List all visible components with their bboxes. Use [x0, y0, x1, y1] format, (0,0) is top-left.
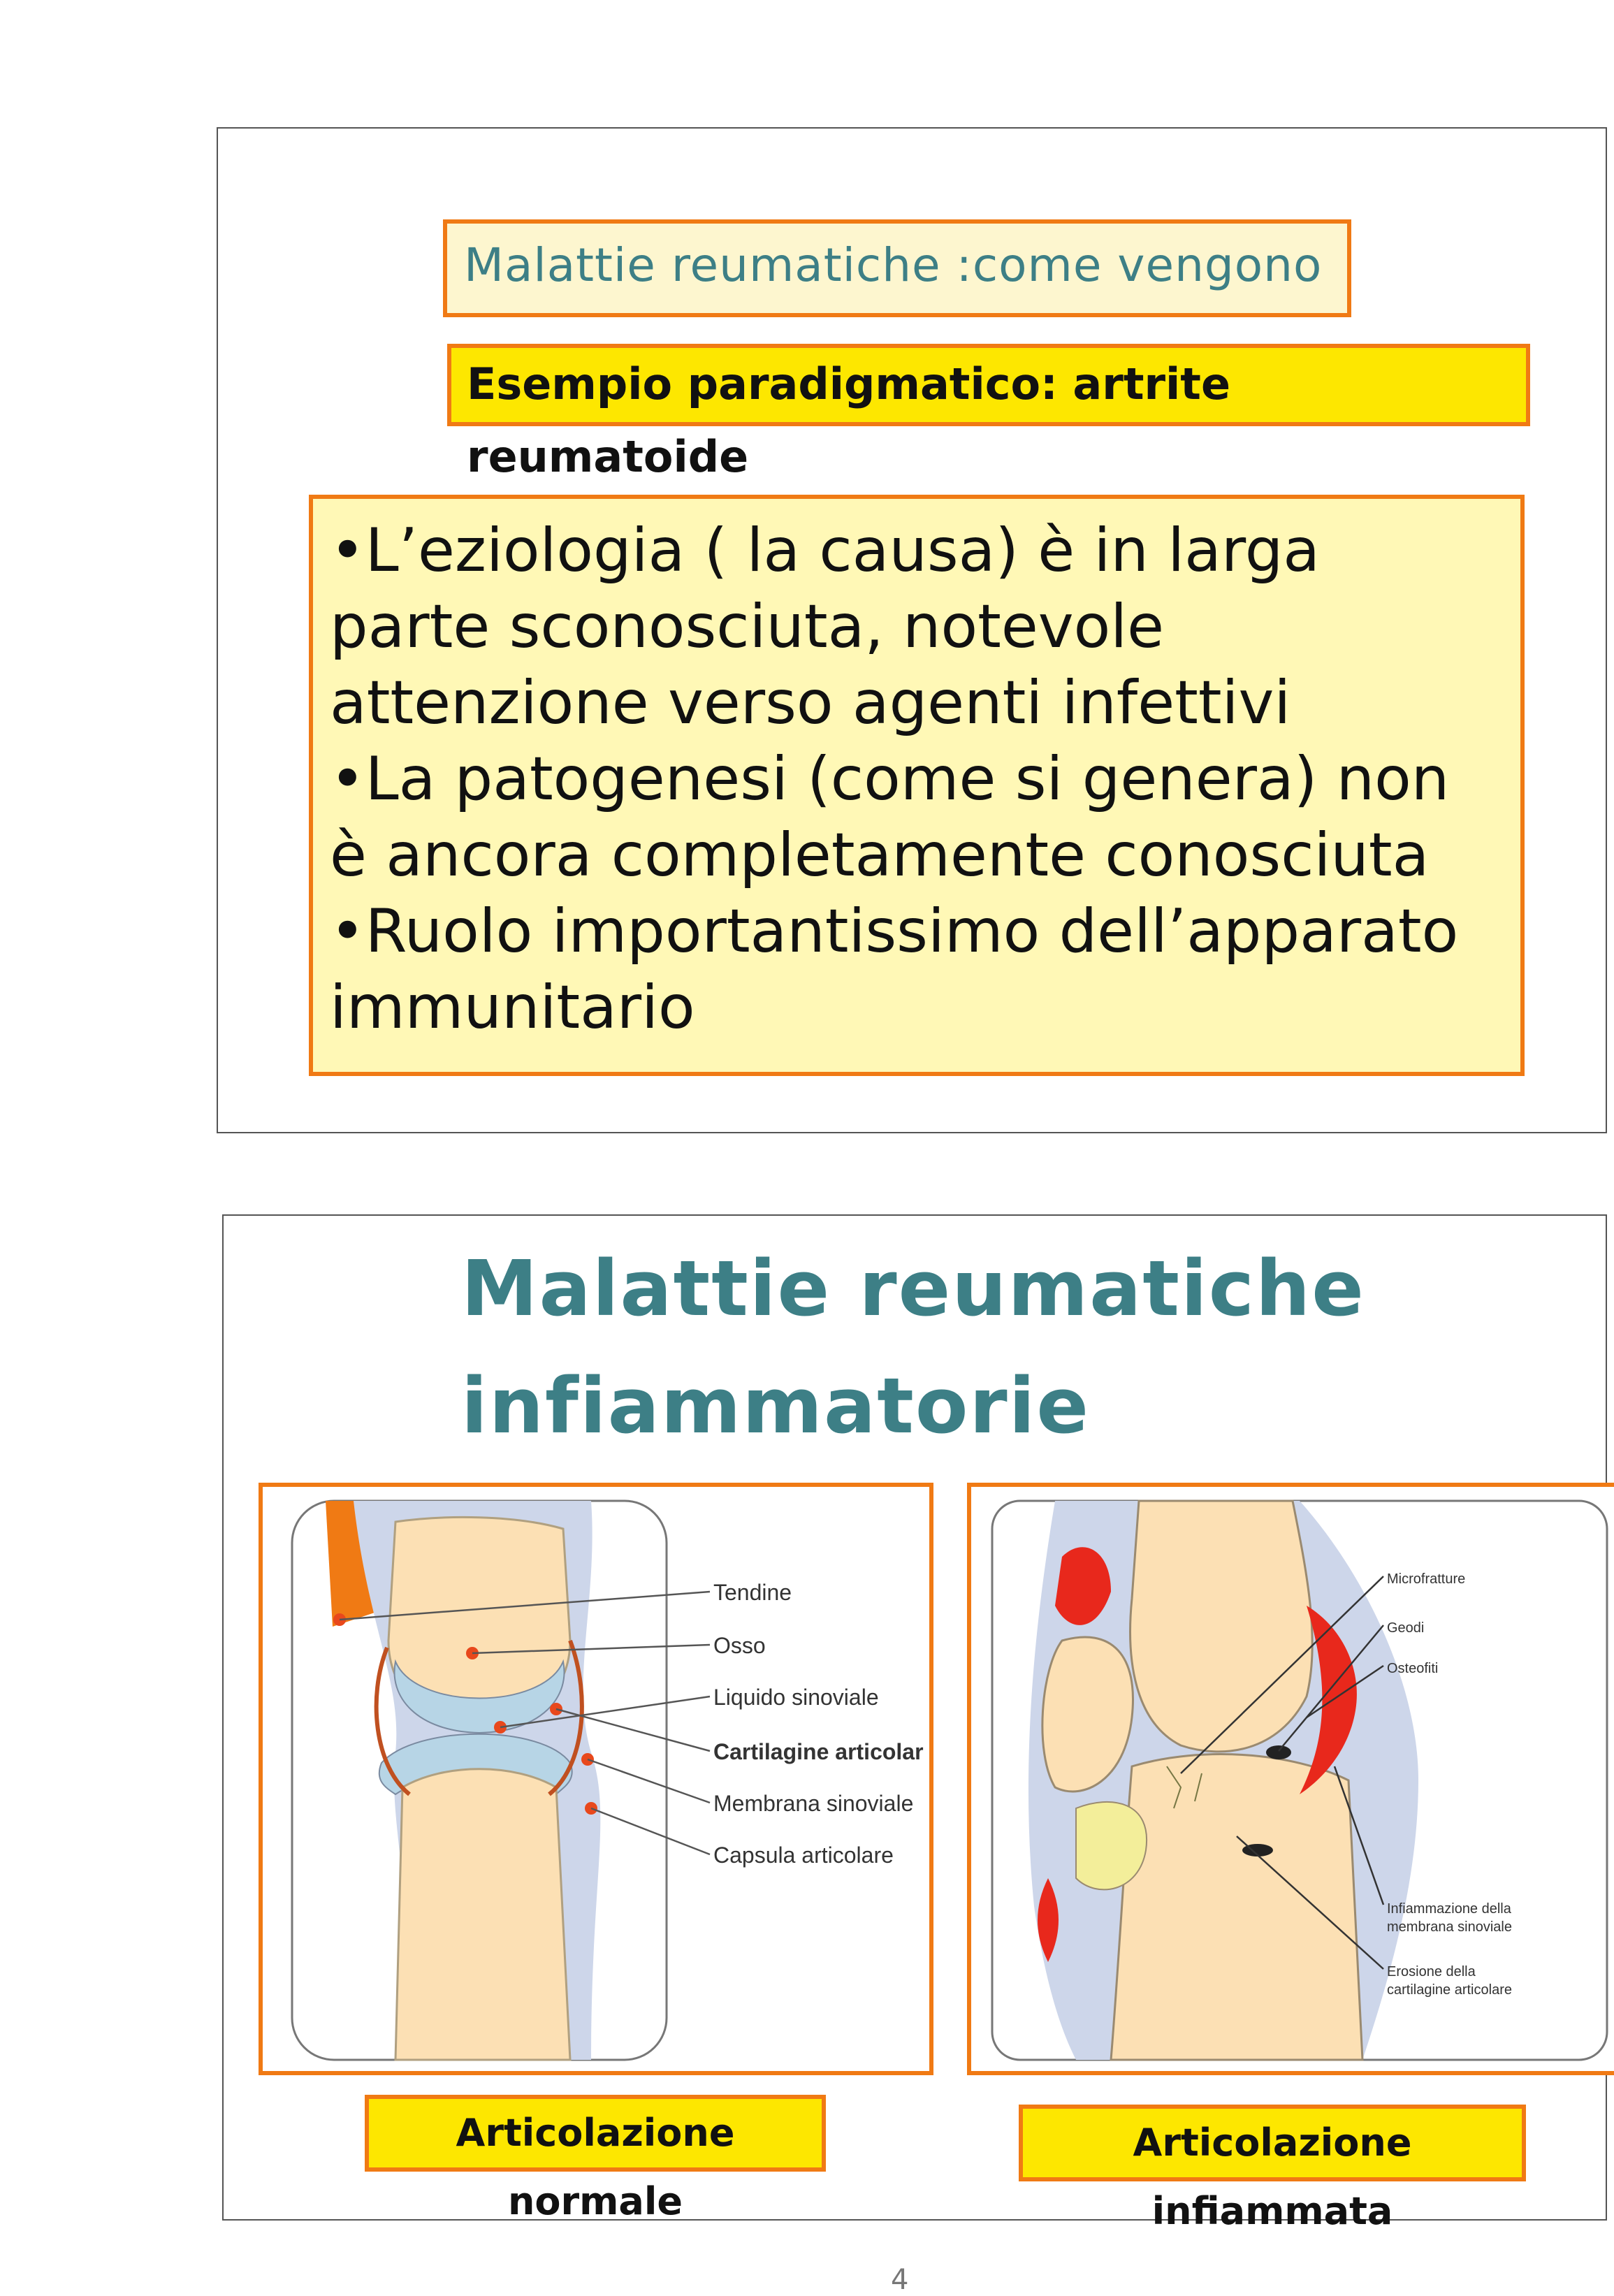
body-line: parte sconosciuta, notevole: [330, 592, 1165, 662]
body-line: •La patogenesi (come si genera) non: [330, 744, 1450, 814]
label-capsula: Capsula articolare: [713, 1843, 894, 1868]
body-line: •Ruolo importantissimo dell’apparato: [330, 896, 1459, 966]
normal-joint-illustration: [263, 1487, 929, 2071]
slide1-body: [309, 495, 1525, 1076]
label-osteofiti: Osteofiti: [1387, 1661, 1439, 1676]
title-line-2: infiammatorie: [461, 1361, 1090, 1451]
page-number: 4: [891, 2264, 909, 2296]
slide-1: [217, 127, 1607, 1133]
slide1-heading: Malattie reumatiche :come vengono: [443, 219, 1351, 317]
label-membrana: Membrana sinoviale: [713, 1791, 914, 1816]
label-erosione-2: cartilagine articolare: [1387, 1982, 1512, 1998]
inflamed-joint-illustration: [971, 1487, 1614, 2071]
inflamed-joint-figure: [967, 1483, 1614, 2075]
slide2-title: [461, 1230, 1365, 1465]
body-line: attenzione verso agenti infettivi: [330, 668, 1291, 738]
label-osso: Osso: [713, 1633, 766, 1658]
label-geodi: Geodi: [1387, 1620, 1425, 1636]
label-microfratture: Microfratture: [1387, 1571, 1466, 1587]
label-tendine: Tendine: [713, 1580, 792, 1605]
label-cartilagine: Cartilagine articolar: [713, 1739, 924, 1764]
body-line: è ancora completamente conosciuta: [330, 820, 1430, 890]
slide-2: [222, 1214, 1607, 2233]
label-liquido: Liquido sinoviale: [713, 1685, 879, 1710]
caption-inflamed-joint: Articolazione infiammata: [1019, 2105, 1526, 2181]
title-line-1: Malattie reumatiche: [461, 1244, 1365, 1333]
body-line: •L’eziologia ( la causa) è in larga: [330, 516, 1320, 586]
body-line: immunitario: [330, 973, 695, 1042]
label-erosione-1: Erosione della: [1387, 1964, 1476, 1979]
label-infiammazione-1: Infiammazione della: [1387, 1901, 1511, 1917]
normal-joint-figure: [259, 1483, 933, 2075]
caption-normal-joint: Articolazione normale: [365, 2095, 826, 2172]
slide1-subheading: Esempio paradigmatico: artrite reumatoide: [447, 344, 1530, 426]
label-infiammazione-2: membrana sinoviale: [1387, 1919, 1512, 1935]
